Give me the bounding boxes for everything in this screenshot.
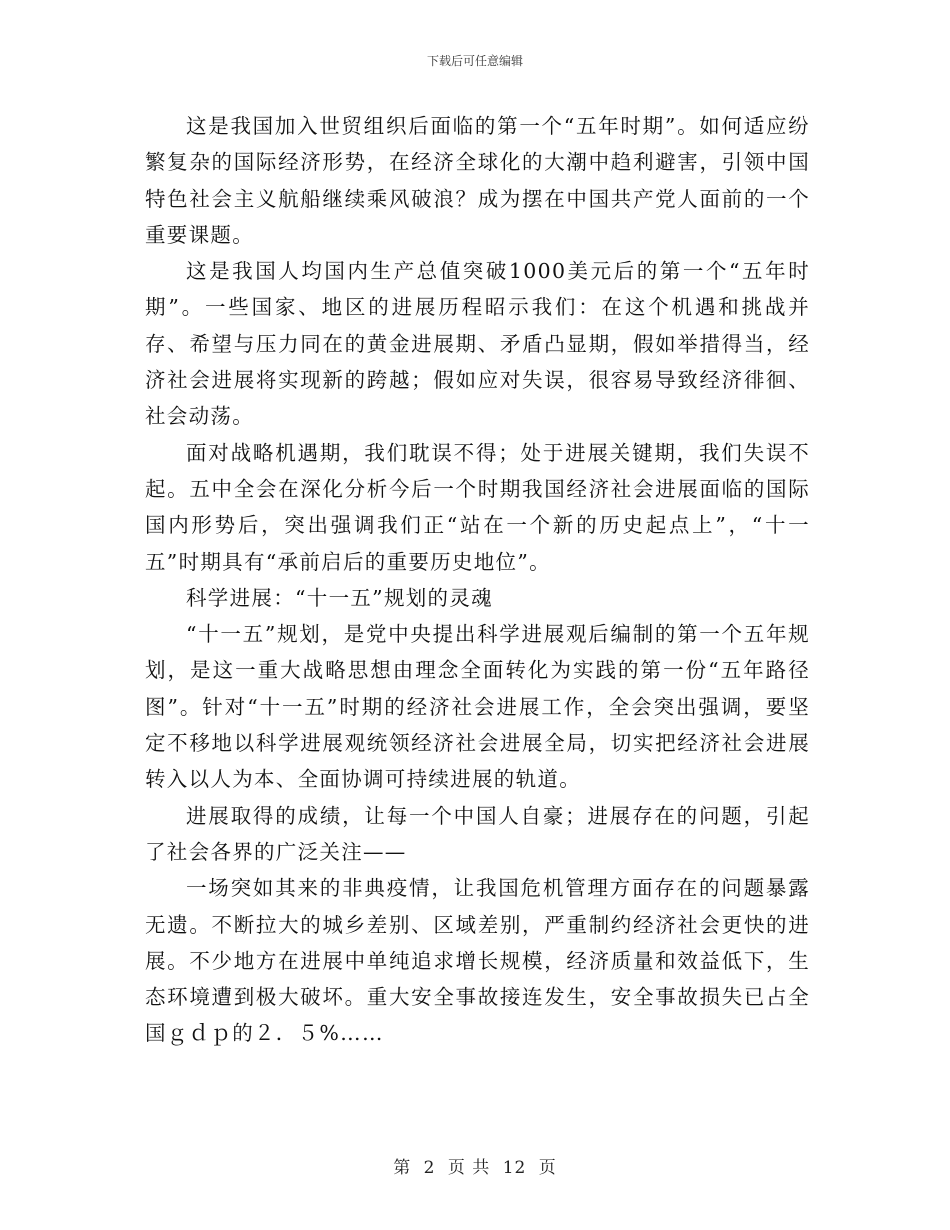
section-heading: 科学进展：“十一五”规划的灵魂 <box>186 585 493 610</box>
document-body <box>145 108 810 1052</box>
paragraph: 一场突如其来的非典疫情，让我国危机管理方面存在的问题暴露无遗。不断拉大的城乡差别、区域差别，严重制约经济社会更快的进展。不少地方在进展中单纯追求增长规模，经济质量和效益低下，生态环境遭到极大破坏。重大安全事故接连发生，安全事故损失已占全国ｇｄｐ的２．５%…… <box>145 876 810 1046</box>
footer-suffix: 页 <box>538 1158 557 1178</box>
paragraph: 这是我国加入世贸组织后面临的第一个“五年时期”。如何适应纷繁复杂的国际经济形势，在经济全球化的大潮中趋利避害，引领中国特色社会主义航船继续乘风破浪？成为摆在中国共产党人面前的一个重要课题。 <box>145 114 810 247</box>
paragraph: 进展取得的成绩，让每一个中国人自豪；进展存在的问题，引起了社会各界的广泛关注—— <box>145 803 810 864</box>
page-header <box>0 52 950 69</box>
header-note: 下载后可任意编辑 <box>426 54 523 68</box>
page-total: 12 <box>502 1158 527 1178</box>
paragraph: 这是我国人均国内生产总值突破1000美元后的第一个“五年时期”。一些国家、地区的进展历程昭示我们：在这个机遇和挑战并存、希望与压力同在的黄金进展期、矛盾凸显期，假如举措得当，经济社会进展将实现新的跨越；假如应对失误，很容易导致经济徘徊、社会动荡。 <box>145 259 810 429</box>
footer-middle: 页 共 <box>447 1158 491 1178</box>
footer-prefix: 第 <box>393 1158 412 1178</box>
page-footer <box>0 1153 950 1178</box>
paragraph: “十一五”规划，是党中央提出科学进展观后编制的第一个五年规划，是这一重大战略思想由理念全面转化为实践的第一份“五年路径图”。针对“十一五”时期的经济社会进展工作，全会突出强调，要坚定不移地以科学进展观统领经济社会进展全局，切实把经济社会进展转入以人为本、全面协调可持续进展的轨道。 <box>145 622 810 792</box>
page-number: 2 <box>423 1158 436 1178</box>
paragraph: 面对战略机遇期，我们耽误不得；处于进展关键期，我们失误不起。五中全会在深化分析今后一个时期我国经济社会进展面临的国际国内形势后，突出强调我们正“站在一个新的历史起点上”，“十一五”时期具有“承前启后的重要历史地位”。 <box>145 440 810 574</box>
